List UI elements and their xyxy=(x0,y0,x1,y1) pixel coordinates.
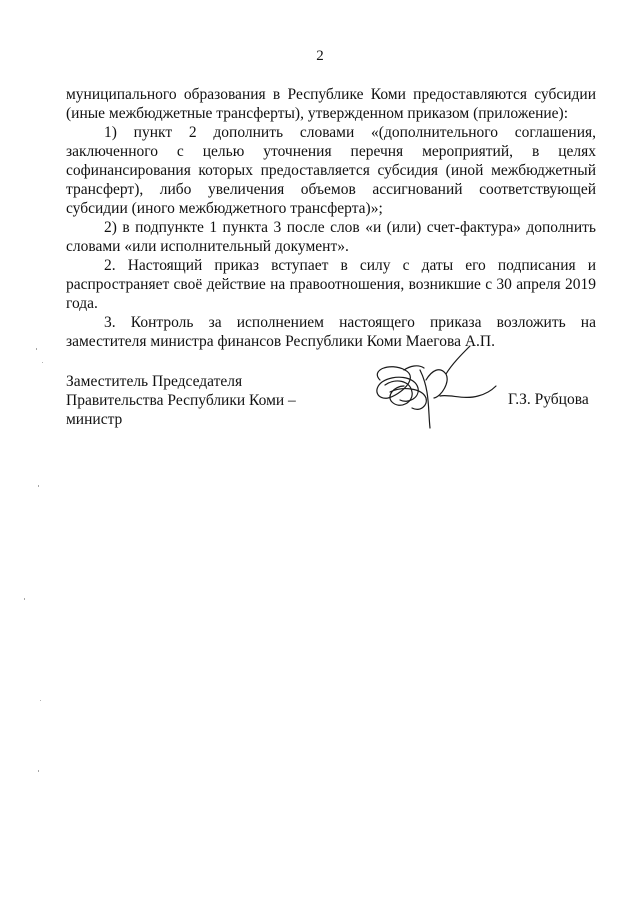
scan-speck xyxy=(38,770,39,772)
handwritten-signature xyxy=(360,340,500,435)
paragraph-clause-2: 2. Настоящий приказ вступает в силу с даты его подписания и распространяет своё действие на правоотношения, возникшие с 30 апреля 2019 года. xyxy=(66,257,596,312)
page-number: 2 xyxy=(316,48,324,64)
paragraph-item-2: 2) в подпункте 1 пункта 3 после слов «и (или) счет-фактура» дополнить словами «или исполнительный документ». xyxy=(66,219,596,255)
signatory-title-line: Правительства Республики Коми – xyxy=(66,392,296,409)
scan-speck xyxy=(36,348,37,350)
paragraph-clause-3: 3. Контроль за исполнением настоящего приказа возложить на заместителя министра финансов Республики Коми Маегова А.П. xyxy=(66,314,596,350)
paragraph-item-1: 1) пункт 2 дополнить словами «(дополнительного соглашения, заключенного с целью уточнения перечня мероприятий, в целях софинансирования которых предоставляется субсидия (иной межбюджетный трансферт), либо увеличения объемов ассигнований соответствующей субсидии (иного межбюджетного трансферта)»; xyxy=(66,124,596,217)
scan-speck xyxy=(24,598,25,600)
signatory-title-line: Заместитель Председателя xyxy=(66,373,243,390)
scan-speck xyxy=(38,485,39,487)
scan-speck xyxy=(40,700,41,701)
signatory-title-line: министр xyxy=(66,411,123,428)
signatory-name: Г.З. Рубцова xyxy=(508,391,589,408)
document-body xyxy=(66,85,596,351)
signatory-title xyxy=(66,372,316,429)
scan-speck xyxy=(42,362,43,363)
paragraph-intro: муниципального образования в Республике Коми предоставляются субсидии (иные межбюджетные трансферты), утвержденном приказом (приложение): xyxy=(66,86,596,122)
